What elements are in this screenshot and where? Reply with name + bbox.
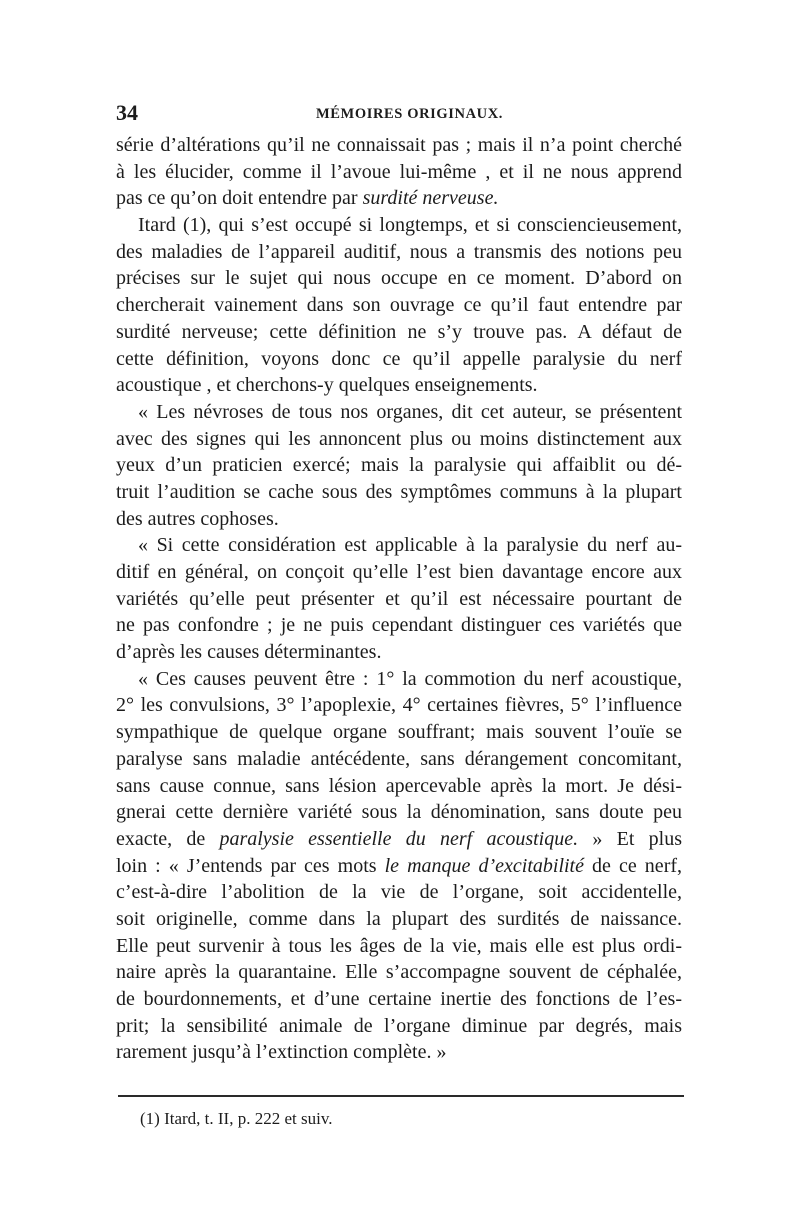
text-line — [116, 479, 682, 506]
text-line — [116, 986, 682, 1013]
text-line — [116, 346, 682, 373]
text-segment: ne pas confondre ; je ne puis cependant distinguer ces variétés que — [116, 614, 682, 637]
text-segment: ditif en général, on conçoit qu’elle l’est bien davantage encore aux — [116, 561, 682, 583]
text-segment: sans cause connue, sans lésion apercevable après la mort. Je dési- — [116, 774, 682, 797]
text-line — [116, 559, 682, 586]
text-line — [116, 799, 682, 826]
text-line — [116, 879, 682, 906]
text-line — [116, 826, 682, 853]
text-segment: prit; la sensibilité animale de l’organe diminue par degrés, mais — [116, 1014, 682, 1037]
text-line — [116, 185, 682, 212]
text-segment: « Ces causes peuvent être : 1° la commotion du nerf acoustique, — [138, 667, 682, 690]
text-segment: cette définition, voyons donc ce qu’il appelle paralysie du nerf — [116, 347, 682, 370]
text-segment: des autres cophoses. — [116, 507, 279, 530]
footnote: (1) Itard, t. II, p. 222 et suiv. — [140, 1109, 333, 1128]
text-line — [116, 319, 682, 346]
text-segment: avec des signes qui les annoncent plus ou moins distinctement aux — [116, 427, 682, 450]
text-segment: rarement jusqu’à l’extinction complète. » — [116, 1041, 447, 1064]
text-segment: Elle peut survenir à tous les âges de la vie, mais elle est plus ordi- — [116, 934, 682, 957]
text-segment: chercherait vainement dans son ouvrage ce qu’il faut entendre par — [116, 294, 682, 317]
italic-text: surdité nerveuse. — [362, 187, 499, 210]
text-segment: paralyse sans maladie antécédente, sans dérangement concomitant, — [116, 747, 682, 770]
italic-text: paralysie essentielle du nerf acoustique. — [219, 827, 579, 850]
text-segment: série d’altérations qu’il ne connaissait pas ; mais il n’a point cherché — [116, 134, 682, 156]
text-segment: d’après les causes déterminantes. — [116, 641, 382, 664]
text-line — [116, 292, 682, 319]
text-line — [116, 586, 682, 613]
text-segment: c’est-à-dire l’abolition de la vie de l’organe, soit accidentelle, — [116, 881, 682, 904]
text-segment: « Les névroses de tous nos organes, dit cet auteur, se présentent — [138, 400, 682, 423]
text-line — [116, 719, 682, 746]
text-line — [116, 933, 682, 960]
text-segment: précises sur le sujet qui nous occupe en ce moment. D’abord on — [116, 267, 682, 290]
text-line — [116, 612, 682, 639]
italic-text: le manque d’excitabilité — [384, 854, 584, 877]
running-head — [116, 100, 686, 126]
text-segment: surdité nerveuse; cette définition ne s’y trouve pas. A défaut de — [116, 320, 682, 343]
text-line — [116, 212, 682, 239]
text-segment: « Si cette considération est applicable à la paralysie du nerf au- — [138, 534, 682, 557]
text-segment: pas ce qu’on doit entendre par — [116, 187, 363, 210]
text-segment: naire après la quarantaine. Elle s’accompagne souvent de céphalée, — [116, 961, 682, 984]
text-segment: des maladies de l’appareil auditif, nous a transmis des notions peu — [116, 240, 682, 263]
text-segment: soit originelle, comme dans la plupart des surdités de naissance. — [116, 907, 682, 930]
text-line — [116, 692, 682, 719]
text-line — [116, 959, 682, 986]
footnote-rule — [118, 1095, 684, 1097]
text-line — [116, 426, 682, 453]
text-line — [116, 399, 682, 426]
text-line — [116, 265, 682, 292]
text-line — [116, 159, 682, 186]
text-line — [116, 853, 682, 880]
text-line — [116, 132, 682, 159]
running-title: MÉMOIRES ORIGINAUX. — [316, 106, 504, 122]
text-line — [116, 452, 682, 479]
text-segment: de ce nerf, — [584, 854, 682, 877]
text-segment: exacte, de — [116, 827, 220, 850]
text-segment: truit l’audition se cache sous des symptômes communs à la plupart — [116, 480, 682, 503]
text-segment: Itard (1), qui s’est occupé si longtemps, et si consciencieusement, — [138, 214, 682, 237]
text-line — [116, 532, 682, 559]
text-line — [116, 239, 682, 266]
text-segment: yeux d’un praticien exercé; mais la paralysie qui affaiblit ou dé- — [116, 454, 682, 477]
text-segment: » Et plus — [578, 827, 682, 850]
text-segment: de bourdonnements, et d’une certaine inertie des fonctions de l’es- — [116, 988, 682, 1010]
text-line — [116, 506, 682, 533]
text-segment: 2° les convulsions, 3° l’apoplexie, 4° certaines fièvres, 5° l’influence — [116, 694, 682, 717]
text-line — [116, 666, 682, 693]
text-segment: sympathique de quelque organe souffrant; mais souvent l’ouïe se — [116, 721, 682, 744]
text-segment: gnerai cette dernière variété sous la dénomination, sans doute peu — [116, 801, 682, 824]
text-line — [116, 906, 682, 933]
page-number: 34 — [116, 100, 138, 125]
text-segment: acoustique , et cherchons-y quelques enseignements. — [116, 374, 538, 397]
text-line — [116, 1039, 682, 1066]
text-segment: à les élucider, comme il l’avoue lui-même , et il ne nous apprend — [116, 160, 682, 183]
text-line — [116, 1013, 682, 1040]
text-line — [116, 372, 682, 399]
text-segment: variétés qu’elle peut présenter et qu’il est nécessaire pourtant de — [116, 587, 682, 610]
text-line — [116, 773, 682, 800]
body-text — [116, 132, 682, 1066]
text-line — [116, 639, 682, 666]
text-segment: loin : « J’entends par ces mots — [116, 854, 385, 877]
text-line — [116, 746, 682, 773]
